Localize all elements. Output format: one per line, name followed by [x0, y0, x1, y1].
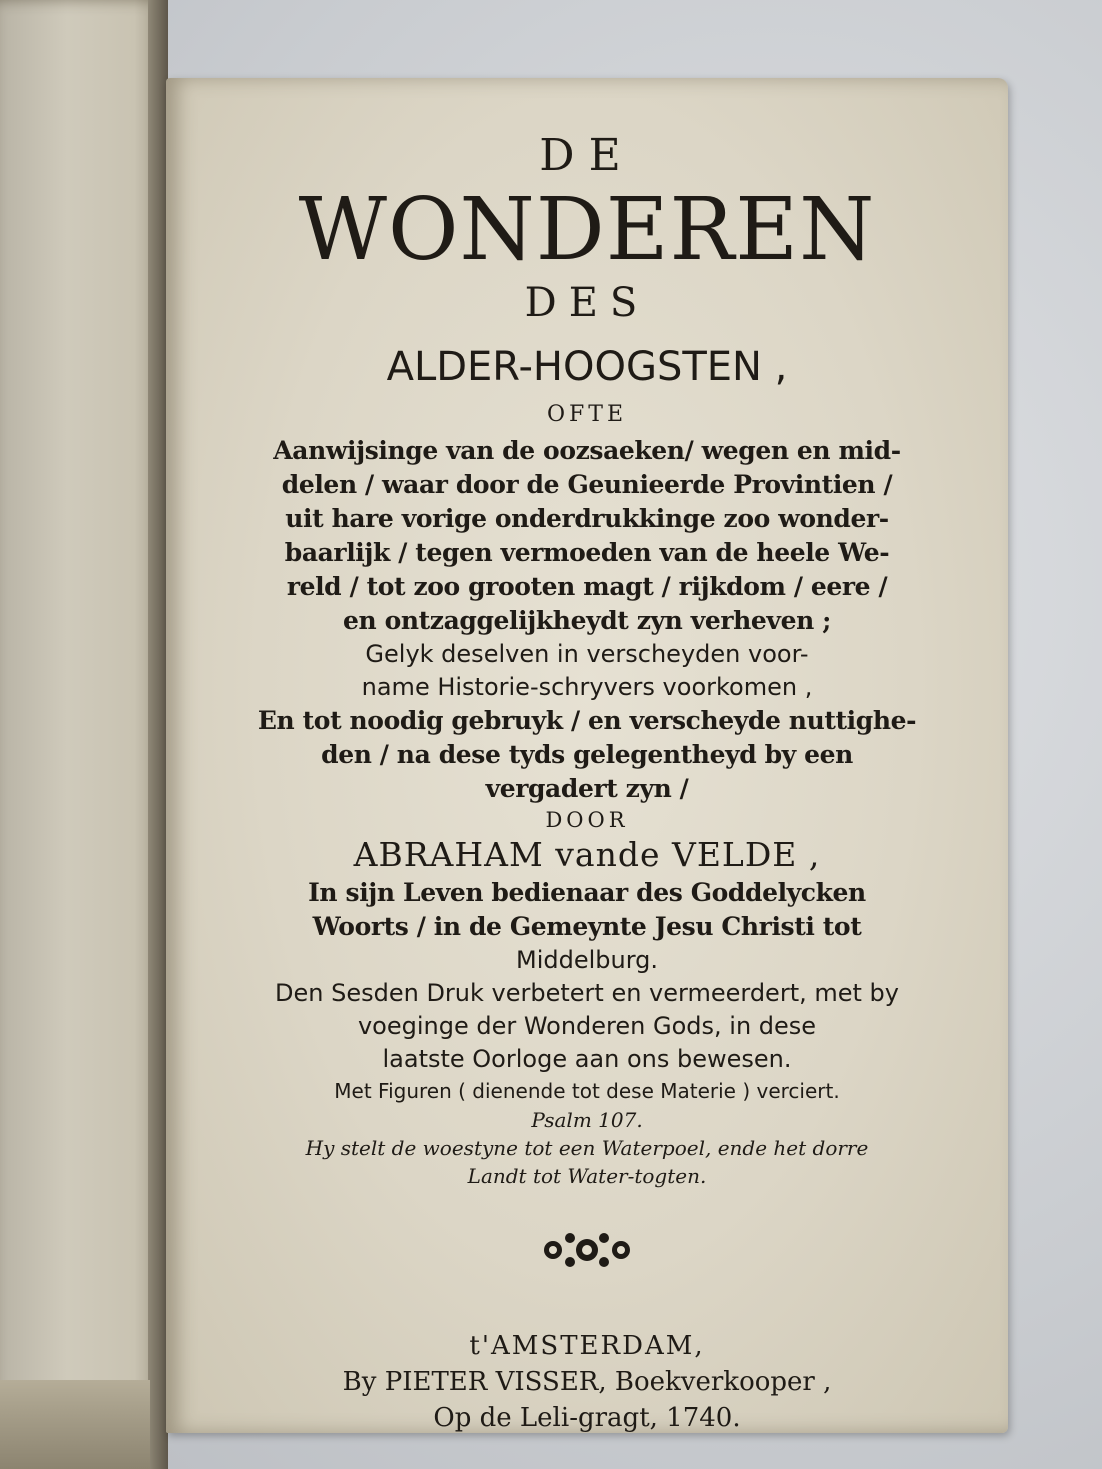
blackletter-line: vergadert zyn / — [485, 774, 689, 803]
title-line-de: DE — [539, 130, 635, 181]
title-line-wonderen: WONDEREN — [298, 180, 876, 280]
printer-ornament-icon — [539, 1228, 635, 1272]
imprint-city: t'AMSTERDAM, — [469, 1331, 705, 1361]
book-cover-edge — [0, 1380, 150, 1469]
roman-line: Gelyk deselven in verscheyden voor- — [365, 640, 809, 668]
blackletter-line: Woorts / in de Gemeynte Jesu Christi tot — [312, 912, 862, 941]
book-gutter — [148, 0, 168, 1469]
blackletter-line: reld / tot zoo grooten magt / rijkdom / eere / — [286, 572, 888, 601]
imprint-printer: By PIETER VISSER, Boekverkooper , — [342, 1367, 832, 1397]
blackletter-line: delen / waar door de Geunieerde Provintien / — [281, 470, 893, 499]
left-page — [0, 0, 168, 1469]
title-line-des: DES — [524, 280, 650, 326]
blackletter-line: en ontzaggelijkheydt zyn verheven ; — [343, 606, 831, 635]
title-page-text — [166, 122, 1008, 1436]
edition-line: Den Sesden Druk verbetert en vermeerdert, met by — [275, 979, 899, 1007]
author-name: ABRAHAM vande VELDE , — [353, 835, 821, 874]
title-page — [166, 78, 1008, 1433]
blackletter-line: Aanwijsinge van de oozsaeken/ wegen en mid- — [273, 436, 901, 465]
blackletter-line: In sijn Leven bedienaar des Goddelycken — [308, 878, 866, 907]
blackletter-line: den / na dese tyds gelegentheyd by een — [321, 740, 853, 769]
edition-line: voeginge der Wonderen Gods, in dese — [357, 1012, 817, 1040]
edition-line: laatste Oorloge aan ons bewesen. — [382, 1045, 792, 1073]
title-line-alder-hoogsten: ALDER-HOOGSTEN , — [386, 344, 788, 390]
psalm-reference: Psalm 107. — [531, 1108, 643, 1132]
psalm-quote-line: Landt tot Water-togten. — [467, 1164, 707, 1188]
blackletter-line: En tot noodig gebruyk / en verscheyde nuttighe- — [257, 706, 917, 735]
figuren-line: Met Figuren ( dienende tot dese Materie ) verciert. — [334, 1079, 840, 1103]
psalm-quote-line: Hy stelt de woestyne tot een Waterpoel, ende het dorre — [305, 1136, 869, 1160]
title-line-ofte: OFTE — [546, 402, 628, 427]
blackletter-line: uit hare vorige onderdrukkinge zoo wonder- — [285, 504, 889, 533]
blackletter-line: baarlijk / tegen vermoeden van de heele We- — [284, 538, 890, 567]
title-line-door: DOOR — [545, 808, 629, 832]
roman-line: name Historie-schryvers voorkomen , — [361, 673, 813, 701]
place-middelburg: Middelburg. — [515, 946, 659, 974]
imprint-address: Op de Leli-gragt, 1740. — [433, 1403, 741, 1433]
